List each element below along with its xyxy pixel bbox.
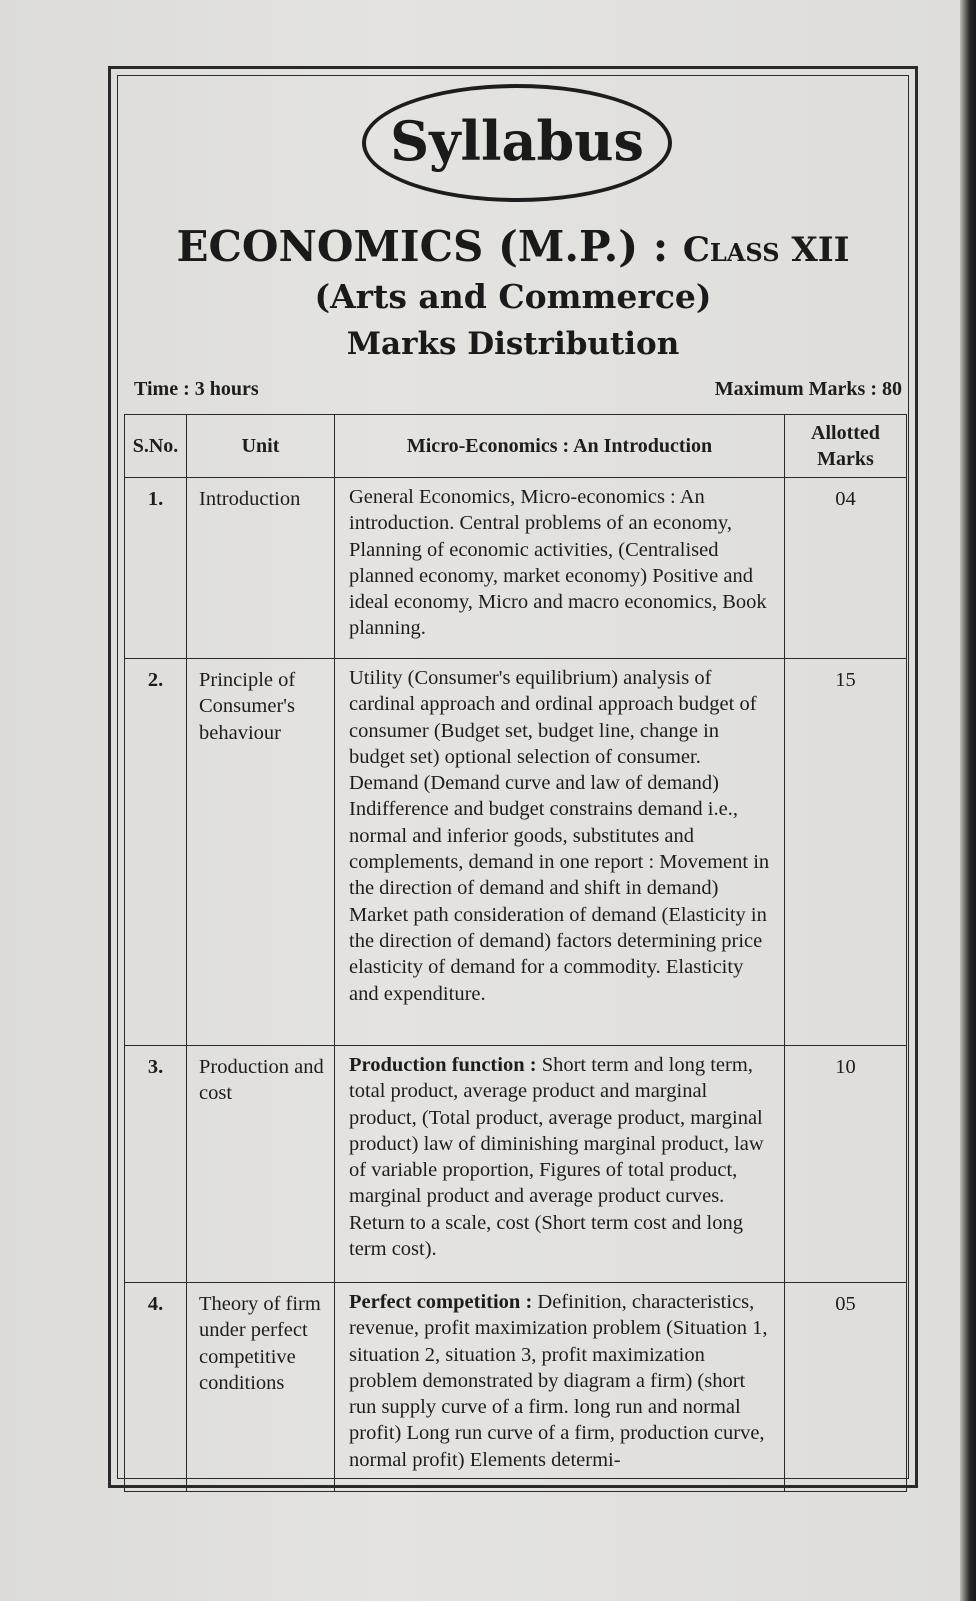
row-description xyxy=(335,659,785,1046)
row-marks: 10 xyxy=(785,1046,907,1283)
book-spine xyxy=(960,0,976,1601)
row-sno: 2. xyxy=(125,659,187,1046)
row-lead: Production function : xyxy=(349,1054,542,1076)
syllabus-heading-oval xyxy=(362,84,672,202)
table-row xyxy=(125,1046,907,1283)
row-unit: Production and cost xyxy=(187,1046,335,1283)
row-description xyxy=(335,1046,785,1283)
row-lead: Perfect competition : xyxy=(349,1291,538,1313)
row-unit: Principle of Consumer's behaviour xyxy=(187,659,335,1046)
header-marks: Allotted Marks xyxy=(785,415,907,478)
header-unit: Unit xyxy=(187,415,335,478)
syllabus-heading: Syllabus xyxy=(390,109,644,173)
row-marks: 04 xyxy=(785,478,907,659)
subject-name: ECONOMICS (M.P.) : xyxy=(176,222,683,271)
class-label: Class XII xyxy=(682,230,850,270)
row-desc-text: Short term and long term, total product, average product and marginal product, (Total product, average product, marginal product) law of diminishing marginal product, law of variable proportion, Figures of total product, marginal product and average product curves. Return to a scale, cost (Short term cost and long term cost). xyxy=(349,1054,764,1261)
row-sno: 3. xyxy=(125,1046,187,1283)
row-desc-text: General Economics, Micro-economics : An introduction. Central problems of an economy, Planning of economic activities, (Centralised planned economy, market economy) Positive and ideal economy, Micro and macro economics, Book planning. xyxy=(349,486,767,640)
syllabus-table xyxy=(124,414,907,1492)
header-sno: S.No. xyxy=(125,415,187,478)
row-description xyxy=(335,1283,785,1492)
stream-title: (Arts and Commerce) xyxy=(314,277,712,316)
max-marks-label: Maximum Marks : 80 xyxy=(714,378,902,400)
table-row xyxy=(125,659,907,1046)
row-marks: 15 xyxy=(785,659,907,1046)
row-desc-text: Definition, characteristics, revenue, profit maximization problem (Situation 1, situation 2, situation 3, profit maximization problem demonstrated by diagram a firm) (short run supply curve of a firm. long run and normal profit) Long run curve of a firm, production curve, normal profit) Elements determi- xyxy=(349,1291,768,1471)
header-topic: Micro-Economics : An Introduction xyxy=(335,415,785,478)
row-unit: Theory of firm under perfect competitive conditions xyxy=(187,1283,335,1492)
row-sno: 4. xyxy=(125,1283,187,1492)
time-label: Time : 3 hours xyxy=(134,378,259,400)
table-row xyxy=(125,478,907,659)
row-sno: 1. xyxy=(125,478,187,659)
subject-title xyxy=(118,222,908,271)
row-description xyxy=(335,478,785,659)
marks-distribution-title: Marks Distribution xyxy=(346,326,680,362)
table-row xyxy=(125,1283,907,1492)
row-unit: Introduction xyxy=(187,478,335,659)
row-marks: 05 xyxy=(785,1283,907,1492)
row-desc-text: Utility (Consumer's equilibrium) analysis of cardinal approach and ordinal approach budget of consumer (Budget set, budget line, change in budget set) optional selection of consumer. Demand (Demand curve and law of demand) Indifference and budget constrains demand i.e., normal and inferior goods, substitutes and complements, demand in one report : Movement in the direction of demand and shift in demand) Market path consideration of demand (Elasticity in the direction of demand) factors determining price elasticity of demand for a commodity. Elasticity and expenditure. xyxy=(349,667,770,1005)
table-header-row xyxy=(125,415,907,478)
